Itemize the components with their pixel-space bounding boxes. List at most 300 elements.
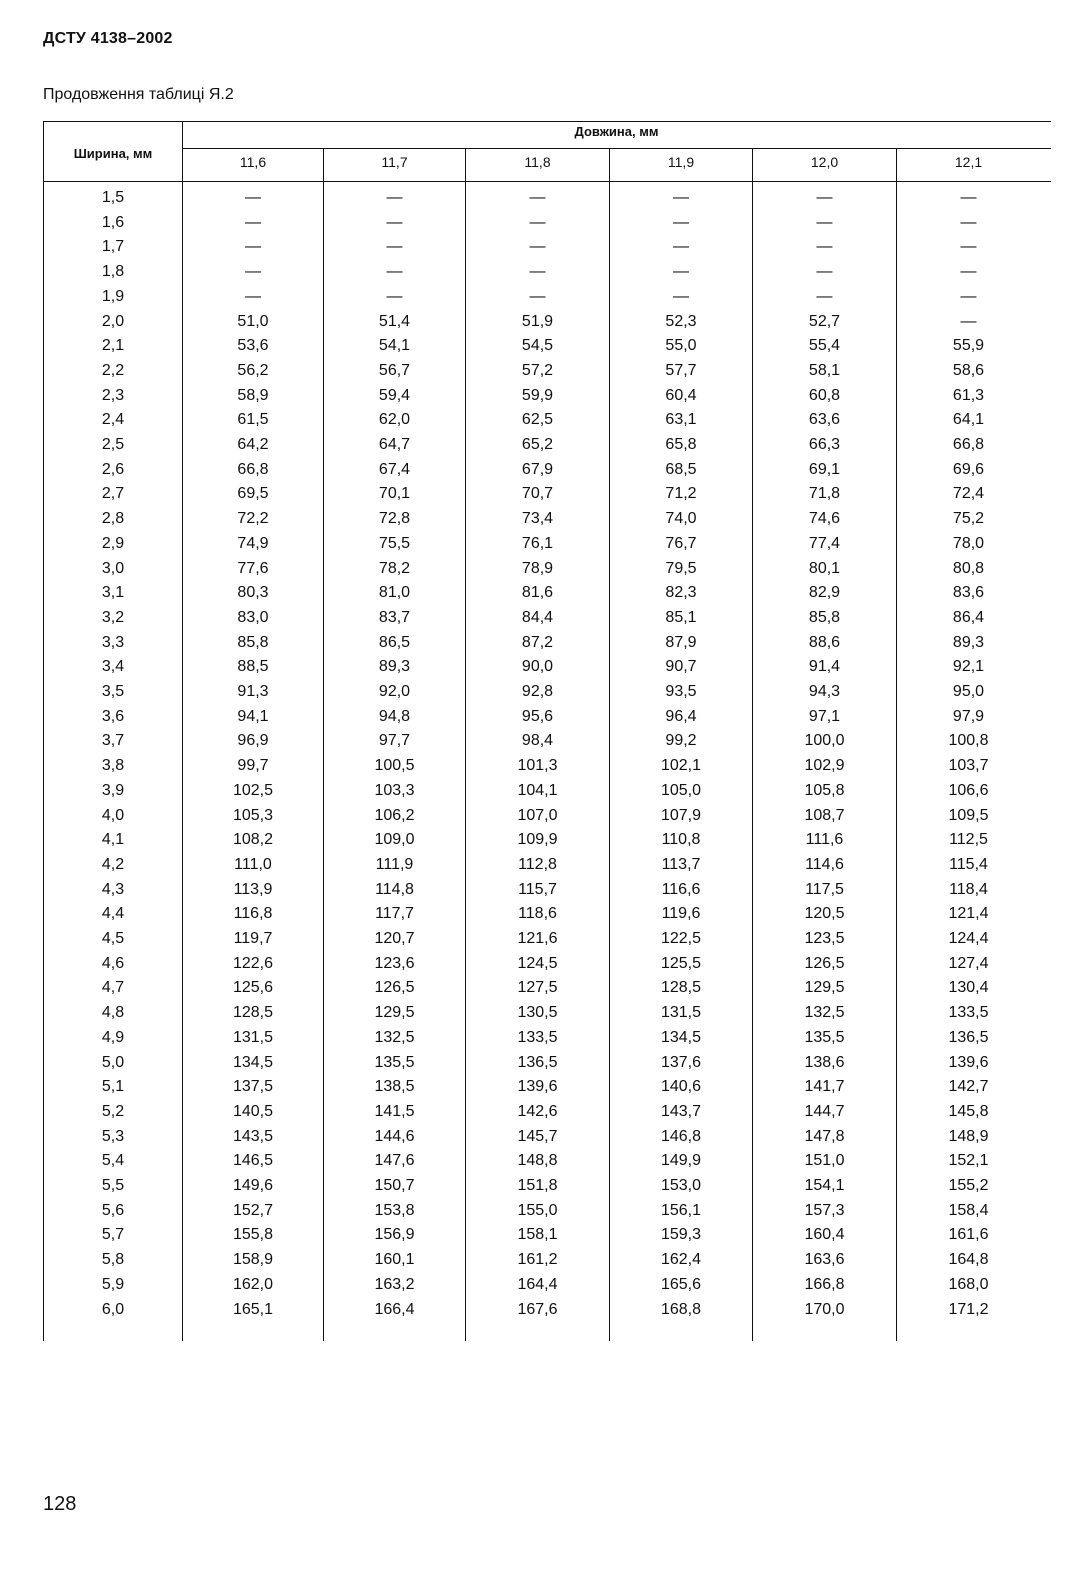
value-cell: 98,4 [521,732,554,750]
value-cell: 109,0 [374,831,415,849]
table-row [0,1100,1077,1125]
value-cell: 106,2 [374,806,415,824]
value-cell: 137,6 [660,1053,702,1071]
value-cell: 85,8 [237,633,269,651]
value-cell: — [245,213,261,231]
value-cell: 111,6 [805,831,844,849]
value-cell: 67,9 [521,460,554,478]
value-cell: 83,0 [237,608,269,626]
width-cell: 5,9 [101,1275,125,1293]
table-row [0,1125,1077,1150]
value-cell: 143,7 [660,1102,702,1120]
value-cell: 70,1 [378,485,411,503]
table-row [0,655,1077,680]
value-cell: 94,1 [237,707,269,725]
value-cell: 90,7 [665,658,697,676]
value-cell: 89,3 [378,658,411,676]
table-row [0,384,1077,409]
value-cell: 155,8 [232,1226,274,1244]
table-row [0,581,1077,606]
value-cell: 158,1 [517,1226,558,1244]
width-column-header: Ширина, мм [73,146,153,161]
table-row [0,1174,1077,1199]
value-cell: 64,7 [378,436,411,453]
value-cell: 132,5 [374,1028,415,1046]
value-cell: 136,5 [948,1028,989,1046]
value-cell: 94,8 [378,707,411,725]
table-row [0,1051,1077,1076]
value-cell: 119,7 [233,930,273,947]
table-row [0,1248,1077,1273]
value-cell: 84,4 [521,608,554,626]
table-row [0,186,1077,211]
value-cell: 72,4 [952,485,985,503]
table-row [0,359,1077,384]
value-cell: — [673,263,689,281]
value-cell: 136,5 [517,1053,558,1071]
table-row [0,729,1077,754]
value-cell: — [245,238,261,256]
value-cell: 114,8 [375,880,414,898]
value-cell: — [816,213,833,231]
value-cell: 65,8 [665,436,697,453]
value-cell: 71,8 [808,485,841,503]
table-row [0,1075,1077,1100]
width-cell: 1,8 [101,263,125,281]
value-cell: 151,8 [517,1177,558,1194]
table-row [0,952,1077,977]
value-cell: 131,5 [232,1028,274,1046]
value-cell: 163,2 [374,1275,415,1293]
value-cell: 117,7 [375,905,414,923]
width-cell: 2,8 [101,510,125,528]
value-cell: 103,7 [948,757,989,775]
value-cell: 147,6 [374,1152,415,1170]
value-cell: 62,5 [521,411,554,429]
value-cell: 158,9 [232,1251,274,1269]
value-cell: 105,0 [660,781,702,799]
table-row [0,1001,1077,1026]
value-cell: 91,4 [808,658,841,676]
value-cell: 116,6 [661,880,701,898]
value-cell: 130,4 [948,979,989,997]
width-cell: 3,5 [101,683,125,700]
value-cell: 151,0 [804,1152,845,1170]
value-cell: 133,5 [948,1004,989,1022]
value-cell: 120,7 [374,930,415,947]
table-row [0,828,1077,853]
value-cell: 82,3 [665,584,697,602]
value-cell: 157,3 [804,1201,845,1219]
value-cell: 131,5 [660,1004,702,1022]
length-column-header: 11,9 [667,154,695,170]
width-cell: 5,2 [101,1102,125,1120]
value-cell: 103,3 [374,781,415,799]
value-cell: 153,8 [374,1201,415,1219]
value-cell: 99,7 [237,757,269,775]
value-cell: 139,6 [948,1053,989,1071]
value-cell: 114,6 [805,855,844,873]
table-row [0,334,1077,359]
width-cell: 4,2 [101,855,125,873]
value-cell: — [386,238,403,256]
value-cell: 102,5 [232,781,274,799]
value-cell: 76,1 [521,534,554,552]
value-cell: 124,5 [517,954,558,972]
value-cell: 54,5 [521,337,554,355]
value-cell: 55,0 [665,337,697,355]
table-row [0,1298,1077,1323]
value-cell: 148,8 [517,1152,558,1170]
value-cell: — [816,238,833,256]
value-cell: 126,5 [374,979,415,997]
value-cell: 76,7 [665,534,697,552]
table-row [0,507,1077,532]
value-cell: 135,5 [804,1028,845,1046]
value-cell: 81,0 [378,584,411,602]
width-cell: 5,3 [101,1127,125,1145]
value-cell: 140,6 [660,1078,702,1096]
value-cell: 78,2 [378,559,411,577]
value-cell: 97,7 [378,732,411,750]
value-cell: — [960,287,977,305]
value-cell: 92,8 [521,683,554,700]
value-cell: 60,8 [808,386,841,404]
value-cell: 80,3 [237,584,269,602]
value-cell: 120,5 [804,905,845,923]
value-cell: 145,8 [948,1102,989,1120]
table-body [0,186,1077,1346]
table-row [0,976,1077,1001]
value-cell: 143,5 [232,1127,274,1145]
value-cell: 61,3 [952,386,985,404]
value-cell: 64,1 [952,411,985,429]
value-cell: 164,4 [517,1275,558,1293]
width-cell: 2,7 [101,485,125,503]
value-cell: 97,9 [952,707,985,725]
value-cell: 72,8 [378,510,411,528]
value-cell: 97,1 [808,707,841,725]
value-cell: — [816,189,833,206]
value-cell: 144,6 [374,1127,415,1145]
value-cell: 89,3 [952,633,985,651]
value-cell: 55,4 [808,337,841,355]
value-cell: — [960,238,977,256]
value-cell: 160,1 [374,1251,415,1269]
value-cell: 166,8 [804,1275,845,1293]
value-cell: 95,0 [952,683,985,700]
value-cell: 122,5 [660,930,702,947]
value-cell: 159,3 [660,1226,702,1244]
value-cell: — [960,213,977,231]
value-cell: 125,5 [660,954,702,972]
document-code: ДСТУ 4138–2002 [43,30,173,47]
value-cell: 167,6 [517,1300,558,1318]
value-cell: 142,6 [517,1102,558,1120]
table-row [0,1199,1077,1224]
value-cell: 92,0 [378,683,411,700]
value-cell: — [960,312,977,330]
table-row [0,408,1077,433]
value-cell: 69,6 [952,460,985,478]
value-cell: 102,9 [804,757,845,775]
table-row [0,433,1077,458]
value-cell: 140,5 [232,1102,274,1120]
width-cell: 1,7 [101,238,125,256]
width-cell: 2,2 [101,361,125,379]
width-cell: 5,8 [101,1251,125,1269]
value-cell: — [386,263,403,281]
value-cell: 162,0 [232,1275,274,1293]
value-cell: 128,5 [232,1004,274,1022]
width-cell: 4,8 [101,1004,125,1022]
value-cell: 107,0 [517,806,558,824]
table-row [0,927,1077,952]
value-cell: 121,4 [948,905,989,923]
table-row [0,804,1077,829]
value-cell: — [673,213,689,231]
table-row [0,532,1077,557]
value-cell: — [529,238,546,256]
value-cell: 145,7 [517,1127,558,1145]
value-cell: 80,8 [952,559,985,577]
width-cell: 3,8 [101,757,125,775]
value-cell: 127,5 [517,979,558,997]
value-cell: 105,8 [804,781,845,799]
value-cell: 90,0 [521,658,554,676]
table-row [0,705,1077,730]
value-cell: 123,6 [374,954,415,972]
value-cell: 152,7 [232,1201,274,1219]
value-cell: 57,7 [665,361,697,379]
value-cell: 77,6 [237,559,269,577]
value-cell: 116,8 [233,905,273,923]
table-row [0,1026,1077,1051]
value-cell: 59,9 [521,386,554,404]
value-cell: 146,8 [660,1127,702,1145]
value-cell: 77,4 [808,534,841,552]
value-cell: 69,5 [237,485,269,503]
table-row [0,235,1077,260]
value-cell: 128,5 [660,979,702,997]
value-cell: 83,7 [378,608,411,626]
value-cell: 142,7 [948,1078,989,1096]
value-cell: 68,5 [665,460,697,478]
value-cell: 165,1 [232,1300,274,1318]
value-cell: 75,5 [378,534,411,552]
value-cell: 171,2 [948,1300,989,1318]
value-cell: 124,4 [948,930,989,947]
value-cell: 61,5 [237,411,269,429]
value-cell: 135,5 [374,1053,415,1071]
value-cell: 101,3 [517,757,558,775]
value-cell: — [245,263,261,281]
table-row [0,1149,1077,1174]
width-cell: 2,1 [101,337,125,355]
value-cell: 83,6 [952,584,985,602]
width-cell: 5,5 [101,1177,125,1194]
value-cell: 108,7 [804,806,845,824]
width-cell: 2,5 [101,436,125,453]
value-cell: 156,9 [374,1226,415,1244]
value-cell: 158,4 [948,1201,989,1219]
value-cell: 122,6 [232,954,274,972]
value-cell: 56,2 [237,361,269,379]
length-column-header: 12,1 [954,154,983,170]
value-cell: 107,9 [660,806,702,824]
value-cell: 99,2 [665,732,697,750]
value-cell: 150,7 [374,1177,415,1194]
table-row [0,557,1077,582]
value-cell: 96,4 [665,707,697,725]
value-cell: 66,8 [237,460,269,478]
value-cell: 115,4 [949,855,988,873]
value-cell: 138,6 [804,1053,845,1071]
value-cell: 123,5 [804,930,845,947]
value-cell: 132,5 [804,1004,845,1022]
table-row [0,310,1077,335]
value-cell: — [960,263,977,281]
table-row [0,285,1077,310]
width-cell: 1,5 [101,189,125,206]
value-cell: 119,6 [661,905,701,923]
width-cell: 3,4 [101,658,125,676]
subheader-divider [182,148,1051,149]
width-cell: 3,2 [101,608,125,626]
value-cell: 105,3 [232,806,274,824]
value-cell: 149,9 [660,1152,702,1170]
value-cell: 88,5 [237,658,269,676]
width-cell: 1,9 [101,287,125,305]
value-cell: — [386,287,403,305]
table-row [0,680,1077,705]
width-cell: 5,4 [101,1152,125,1170]
value-cell: 71,2 [665,485,697,503]
value-cell: 146,5 [232,1152,274,1170]
table-row [0,211,1077,236]
value-cell: — [245,287,261,305]
value-cell: 164,8 [948,1251,989,1269]
table-row [0,754,1077,779]
length-column-header: 11,8 [524,154,551,170]
value-cell: 100,0 [804,732,845,750]
page-number: 128 [43,1493,77,1515]
width-cell: 2,6 [101,460,125,478]
width-cell: 4,9 [101,1028,125,1046]
header-bottom-border [43,181,1051,182]
value-cell: 52,3 [665,312,697,330]
value-cell: 58,9 [237,386,269,404]
width-cell: 3,0 [101,559,125,577]
width-cell: 3,7 [101,732,125,750]
value-cell: 168,8 [660,1300,702,1318]
value-cell: 54,1 [378,337,411,355]
value-cell: 148,9 [948,1127,989,1145]
width-cell: 5,6 [101,1201,125,1219]
value-cell: 51,9 [521,312,554,330]
value-cell: — [673,238,689,256]
value-cell: 74,9 [237,534,269,552]
table-row [0,853,1077,878]
value-cell: 155,2 [948,1177,989,1194]
value-cell: 137,5 [232,1078,274,1096]
value-cell: 79,5 [665,559,697,577]
value-cell: 108,2 [232,831,274,849]
value-cell: — [673,189,689,206]
width-cell: 2,3 [101,386,125,404]
value-cell: 62,0 [378,411,411,429]
width-cell: 1,6 [101,213,125,231]
value-cell: 134,5 [660,1028,702,1046]
value-cell: 141,5 [374,1102,415,1120]
value-cell: 138,5 [374,1078,415,1096]
value-cell: 125,6 [232,979,274,997]
value-cell: 118,6 [518,905,557,923]
value-cell: 88,6 [808,633,841,651]
length-column-header: 12,0 [810,154,839,170]
value-cell: 161,6 [948,1226,989,1244]
value-cell: 152,1 [948,1152,989,1170]
value-cell: — [960,189,977,206]
value-cell: 74,6 [808,510,841,528]
value-cell: 58,1 [808,361,841,379]
value-cell: 110,8 [661,831,701,849]
value-cell: 78,0 [952,534,985,552]
value-cell: 161,2 [517,1251,558,1269]
value-cell: 72,2 [237,510,269,528]
value-cell: 170,0 [804,1300,845,1318]
width-cell: 6,0 [101,1300,125,1318]
width-cell: 4,0 [101,806,125,824]
value-cell: — [529,263,546,281]
width-cell: 4,3 [101,880,125,898]
width-cell: 3,9 [101,781,125,799]
value-cell: 129,5 [374,1004,415,1022]
table-row [0,260,1077,285]
value-cell: 118,4 [949,880,988,898]
value-cell: 81,6 [521,584,554,602]
value-cell: 67,4 [378,460,411,478]
value-cell: 130,5 [517,1004,558,1022]
value-cell: 85,8 [808,608,841,626]
table-row [0,1223,1077,1248]
value-cell: 65,2 [521,436,554,453]
value-cell: 162,4 [660,1251,702,1269]
value-cell: 115,7 [518,880,557,898]
value-cell: 113,7 [661,855,701,873]
value-cell: 133,5 [517,1028,558,1046]
value-cell: 91,3 [237,683,269,700]
table-row [0,902,1077,927]
value-cell: 86,4 [952,608,985,626]
value-cell: 70,7 [521,485,554,503]
table-row [0,779,1077,804]
value-cell: 78,9 [521,559,554,577]
value-cell: 127,4 [948,954,989,972]
value-cell: 149,6 [232,1177,274,1194]
value-cell: 153,0 [660,1177,702,1194]
value-cell: 60,4 [665,386,697,404]
width-cell: 4,7 [101,979,125,997]
width-cell: 5,0 [101,1053,125,1071]
value-cell: 63,6 [808,411,841,429]
value-cell: 74,0 [665,510,697,528]
value-cell: 59,4 [378,386,411,404]
value-cell: 87,2 [521,633,554,651]
value-cell: 85,1 [665,608,697,626]
value-cell: 109,9 [517,831,558,849]
value-cell: 144,7 [804,1102,845,1120]
